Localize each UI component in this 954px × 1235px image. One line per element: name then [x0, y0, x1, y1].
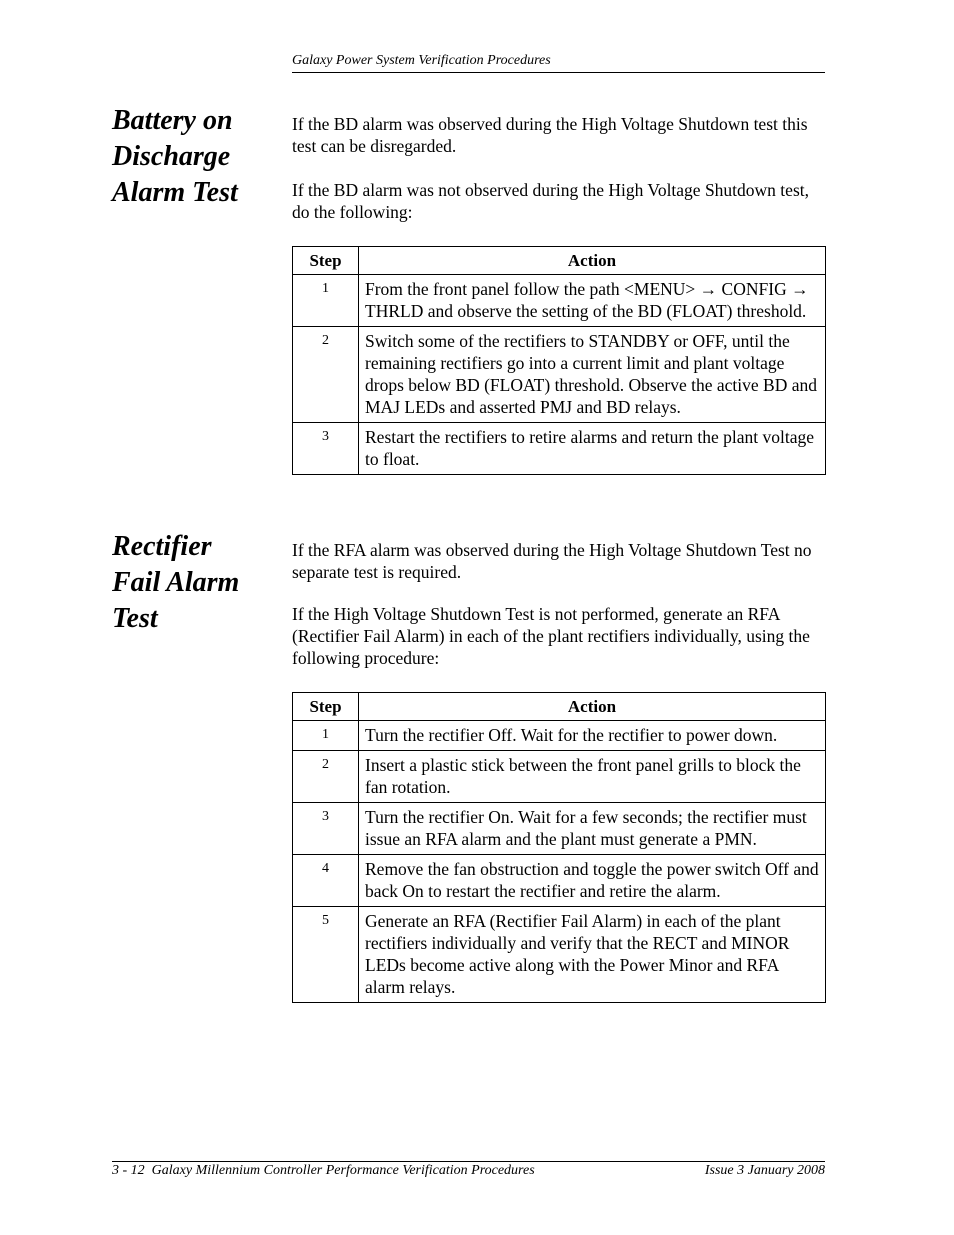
step-number: 3 [293, 423, 359, 475]
step-action: Turn the rectifier On. Wait for a few seconds; the rectifier must issue an RFA alarm and the plant must generate a PMN. [359, 803, 826, 855]
step-action: Generate an RFA (Rectifier Fail Alarm) in each of the plant rectifiers individually and verify that the RECT and MINOR LEDs become active along with the Power Minor and RFA alarm relays. [359, 907, 826, 1003]
table-row [293, 721, 826, 751]
header-rule [292, 72, 825, 73]
heading-line: Battery on [112, 105, 233, 136]
step-action: Switch some of the rectifiers to STANDBY or OFF, until the remaining rectifiers go into a current limit and plant voltage drops below BD (FLOAT) threshold. Observe the active BD and MAJ LEDs and asserted PMJ and BD relays. [359, 327, 826, 423]
heading-line: Rectifier [112, 531, 212, 562]
table-row [293, 275, 826, 327]
footer-issue-date: Issue 3 January 2008 [704, 1163, 825, 1178]
step-number: 1 [293, 721, 359, 751]
heading-line: Test [112, 603, 158, 634]
table-row [293, 907, 826, 1003]
step-number: 2 [293, 751, 359, 803]
step-number: 1 [293, 275, 359, 327]
table-header-row [293, 693, 826, 721]
table-row [293, 751, 826, 803]
table-row [293, 855, 826, 907]
step-number: 2 [293, 327, 359, 423]
paragraph: If the BD alarm was not observed during the High Voltage Shutdown test, do the following: [292, 180, 809, 222]
step-action: From the front panel follow the path <MENU> → CONFIG → THRLD and observe the setting of the BD (FLOAT) threshold. [359, 275, 826, 327]
column-header-action: Action [359, 247, 826, 275]
bd-alarm-steps-table [292, 246, 826, 475]
column-header-step: Step [293, 693, 359, 721]
table-header-row [293, 247, 826, 275]
section-heading-rfa-alarm [112, 529, 282, 637]
step-number: 3 [293, 803, 359, 855]
table-row [293, 423, 826, 475]
table-row [293, 327, 826, 423]
step-action: Turn the rectifier Off. Wait for the rectifier to power down. [359, 721, 826, 751]
running-header: Galaxy Power System Verification Procedures [292, 53, 551, 68]
footer-page-info: 3 - 12 Galaxy Millennium Controller Performance Verification Procedures [112, 1163, 535, 1178]
step-action: Remove the fan obstruction and toggle the power switch Off and back On to restart the rectifier and retire the alarm. [359, 855, 826, 907]
column-header-step: Step [293, 247, 359, 275]
section-heading-bd-alarm [112, 103, 282, 211]
paragraph: If the High Voltage Shutdown Test is not performed, generate an RFA (Rectifier Fail Alarm) in each of the plant rectifiers individually, using the following procedure: [292, 604, 810, 668]
section-body-bd-alarm [292, 113, 826, 475]
column-header-action: Action [359, 693, 826, 721]
paragraph: If the BD alarm was observed during the High Voltage Shutdown test this test can be disregarded. [292, 114, 808, 156]
paragraph: If the RFA alarm was observed during the High Voltage Shutdown Test no separate test is required. [292, 540, 812, 582]
heading-line: Discharge [112, 141, 231, 172]
heading-line: Fail Alarm [112, 567, 240, 598]
table-row [293, 803, 826, 855]
page-footer [112, 1162, 825, 1180]
step-action: Restart the rectifiers to retire alarms and return the plant voltage to float. [359, 423, 826, 475]
step-action: Insert a plastic stick between the front panel grills to block the fan rotation. [359, 751, 826, 803]
section-body-rfa-alarm [292, 539, 826, 1003]
rfa-alarm-steps-table [292, 692, 826, 1003]
step-number: 4 [293, 855, 359, 907]
step-number: 5 [293, 907, 359, 1003]
heading-line: Alarm Test [112, 177, 238, 208]
